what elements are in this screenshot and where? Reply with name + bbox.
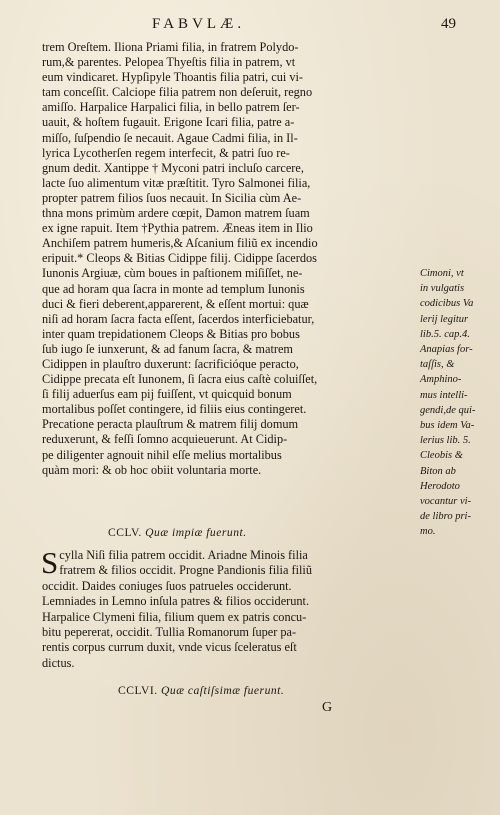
margin-note xyxy=(420,266,498,540)
margin-note-line: mo. xyxy=(420,526,436,538)
text-line: ſub iugo ſe iunxerunt, & ad fanum ſacra, & matrem xyxy=(42,341,293,356)
margin-note-line: mus intelli- xyxy=(420,389,468,401)
text-line: rum,& parentes. Pelopea Thyeſtis filia in patrem, vt xyxy=(42,55,296,70)
margin-note-line: bus idem Va- xyxy=(420,420,475,432)
drop-cap: S xyxy=(41,545,59,580)
text-line: bitu pepererat, occidit. Tullia Romanorum ſuper pa- xyxy=(42,625,297,640)
text-line: dictus. xyxy=(42,655,75,670)
text-line: ex igne rapuit. Item †Pythia patrem. Æneas item in Ilio xyxy=(42,221,313,236)
margin-note-line: lerius lib. 5. xyxy=(420,435,471,447)
text-line: propter patrem filios ſuos necauit. In Sicilia cùm Ae- xyxy=(42,190,302,205)
text-line: eum vindicaret. Hypſipyle Thoantis filia patri, cui vi- xyxy=(42,70,304,85)
section-number: CCLVI. xyxy=(118,684,158,697)
text-line: occidit. Daides coniuges ſuos patrueles occiderunt. xyxy=(42,578,292,593)
text-line: Cidippe precata eſt Iunonem, ſi ſacra eius caſtè coluiſſet, xyxy=(42,372,318,387)
margin-note-line: Amphino- xyxy=(420,374,462,386)
text-line: cylla Niſi filia patrem occidit. Ariadne Minois filia xyxy=(59,548,308,562)
text-line: ſi filij aduerſus eam pij fuiſſent, vt quicquid bonum xyxy=(42,387,292,402)
text-line: fratrem & filios occidit. Progne Pandionis filia filiũ xyxy=(59,563,312,578)
margin-note-line: lib.5. cap.4. xyxy=(420,328,470,340)
margin-note-line: Cimoni, vt xyxy=(420,268,464,279)
margin-note-line: lerij legitur xyxy=(420,313,469,325)
text-line: inter quam trepidationem Cleops & Bitias pro bobus xyxy=(42,326,300,341)
margin-note-line: taſſis, & xyxy=(420,359,455,371)
text-line: duci & fieri deberent,apparerent, & eſſent mortui: quæ xyxy=(42,296,309,311)
margin-note-line: Anapias for- xyxy=(420,344,473,356)
text-line: thna mons primùm ardere cœpit, Damon matrem ſuam xyxy=(42,206,310,221)
section-255-text xyxy=(41,545,428,671)
margin-note-line: Biton ab xyxy=(420,465,456,477)
text-line: uauit, & hoſtem fugauit. Erigone Icari filia, patre a- xyxy=(42,115,295,130)
text-line: mortalibus poſſet contingere, id filiis eius contingeret. xyxy=(42,402,307,417)
text-line: Precatione peracta plauſtrum & matrem filij domum xyxy=(42,417,299,432)
text-line: lacte ſuo alimentum vitæ præſtitit. Tyro Salmonei filia, xyxy=(42,175,311,190)
text-line: trem Oreſtem. Iliona Priami filia, in fratrem Polydo- xyxy=(42,40,299,54)
text-line: Anchiſem patrem humeris,& Aſcanium filiũ ex incendio xyxy=(42,236,318,251)
text-line: amiſſo. Harpalice Harpalici filia, in bello patrem ſer- xyxy=(42,100,300,115)
text-line: que ad horam qua ſacra in monte ad templum Iunonis xyxy=(42,281,305,296)
margin-note-line: vocantur vi- xyxy=(420,496,472,508)
text-line: Cidippen in plauſtro duxerunt: ſacrificióque peracto, xyxy=(42,356,299,371)
text-line: Lemniades in Lemno inſula patres & filios occiderunt. xyxy=(42,594,310,609)
text-line: pe diligenter agnouit nihil eſſe melius mortalibus xyxy=(42,447,282,462)
margin-note-line: de libro pri- xyxy=(420,511,471,523)
margin-note-line: Cleobis & xyxy=(420,450,463,462)
section-heading-256 xyxy=(118,684,284,697)
text-line: eripuit.* Cleops & Bitias Cidippe filij. Cidippe ſacerdos xyxy=(42,251,317,266)
text-line: rentis corpus currum duxit, vnde vicus ſceleratus eſt xyxy=(42,640,297,655)
text-line: tam conceſſit. Calciope filia patrem non deſeruit, regno xyxy=(42,85,313,100)
section-title: Quæ caſtiſsimæ fuerunt. xyxy=(161,684,285,697)
section-number: CCLV. xyxy=(108,526,142,539)
page-number: 49 xyxy=(441,16,456,32)
text-line: lyrica Lycotherſen regem interfecit, & patri ſuo re- xyxy=(42,145,290,160)
margin-note-line: in vulgatis xyxy=(420,283,465,295)
text-line: gnum dedit. Xantippe † Myconi patri incluſo carcere, xyxy=(42,160,304,175)
text-line: quàm mori: & ob hoc obiit voluntaria morte. xyxy=(42,462,262,477)
margin-note-line: gendi,de qui- xyxy=(420,404,476,416)
text-line: Harpalice Clymeni filia, filium quem ex patris concu- xyxy=(42,609,307,624)
margin-note-line: codicibus Va xyxy=(420,298,474,310)
running-head xyxy=(0,16,500,40)
text-line: miſſo, ſuſpendio ſe necauit. Agaue Cadmi filia, in Il- xyxy=(42,130,298,145)
section-heading-255 xyxy=(108,526,247,539)
running-head-title: FABVLÆ. xyxy=(152,16,246,32)
text-line: reduxerunt, & feſſi ſomno acquieuerunt. At Cidip- xyxy=(42,432,288,447)
section-title: Quæ impiæ fuerunt. xyxy=(145,526,247,539)
main-text xyxy=(42,40,428,478)
text-line: niſi ad horam ſacra facta eſſent, ſacerdos interficiebatur, xyxy=(42,311,315,326)
signature-mark: G xyxy=(322,700,333,715)
text-line: Iunonis Argiuæ, cùm boues in paſtionem miſiſſet, ne- xyxy=(42,266,303,281)
margin-note-line: Herodoto xyxy=(420,480,460,492)
